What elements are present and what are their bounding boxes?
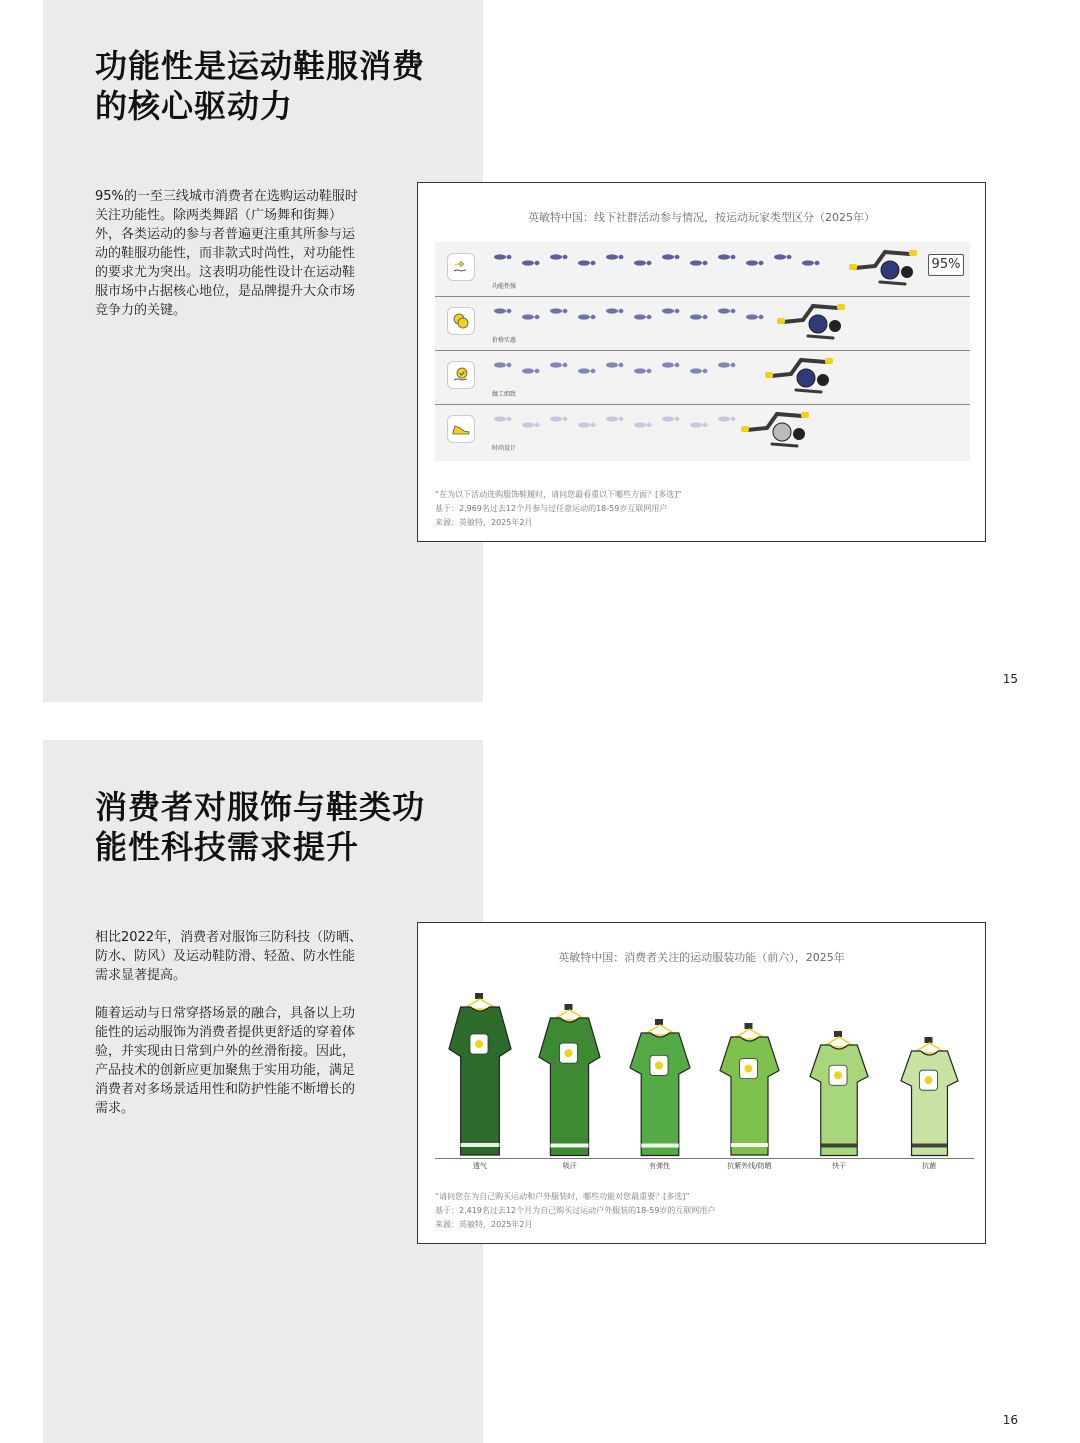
footstep-mark — [774, 254, 792, 259]
footstep-mark — [718, 308, 736, 313]
footstep-mark — [802, 260, 820, 265]
footstep-mark — [550, 362, 568, 367]
footstep-mark — [578, 260, 596, 265]
footstep-mark — [578, 368, 596, 373]
shirt-label: 有弹性 — [649, 1162, 671, 1170]
chart-notes — [435, 1190, 715, 1232]
body-paragraph: 随着运动与日常穿搭场景的融合，具备以上功能性的运动服饰为消费者提供更舒适的穿着体验，并实现由日常到户外的丝滑衔接。因此，产品技术的创新应更加聚焦于实用功能，满足消费者对多场景适用性和防护性能不断增长的需求。 — [95, 1006, 356, 1116]
footstep-mark — [690, 314, 708, 319]
chart-row — [435, 242, 970, 297]
footstep-mark — [634, 314, 652, 319]
footstep-mark — [690, 260, 708, 265]
footstep-mark — [634, 368, 652, 373]
footstep-mark — [550, 308, 568, 313]
shirt-bar — [899, 1037, 960, 1158]
page-title: 功能性是运动鞋服消费的核心驱动力 — [95, 47, 426, 125]
body-paragraph: 95%的一至三线城市消费者在选购运动鞋服时关注功能性。除两类舞蹈（广场舞和街舞）外，各类运动的参与者普遍更注重其所参与运动的鞋服功能性，而非款式时尚性，对功能性的要求尤为突出。这表明功能性设计在运动鞋服市场中占据核心地位，是品牌提升大众市场竞争力的关键。 — [95, 189, 358, 318]
shirt-label: 抗菌 — [922, 1162, 937, 1170]
chart-card-shirts — [417, 922, 986, 1244]
footstep-mark — [746, 314, 764, 319]
footstep-mark — [522, 422, 540, 427]
percent-badge: 95% — [928, 254, 964, 276]
chart-base: 基于：2,419名过去12个月为自己购买过运动户外服装的18-59岁的互联网用户 — [435, 1206, 716, 1215]
shirt-bar — [447, 993, 513, 1157]
footstep-mark — [634, 422, 652, 427]
chart-row — [435, 350, 970, 405]
footstep-mark — [550, 416, 568, 421]
footstep-mark — [522, 368, 540, 373]
runner-figure — [777, 304, 845, 338]
footstep-mark — [606, 254, 624, 259]
body-paragraph: 相比2022年，消费者对服饰三防科技（防晒、防水、防风）及运动鞋防滑、轻盈、防水性能需求显著提高。 — [95, 930, 363, 983]
runner-figure — [741, 412, 809, 446]
page-title: 消费者对服饰与鞋类功能性科技需求提升 — [95, 788, 426, 866]
runner-figure — [765, 358, 833, 392]
footsteps-track — [435, 350, 970, 404]
footstep-mark — [550, 254, 568, 259]
chart-notes — [435, 488, 682, 530]
footstep-mark — [578, 314, 596, 319]
row-label: 功能性强 — [492, 283, 517, 290]
row-label: 做工细致 — [492, 391, 517, 398]
footstep-mark — [718, 254, 736, 259]
chart-baseline — [435, 1158, 974, 1159]
report-page-16 — [0, 740, 1080, 1443]
shirt-bar — [808, 1031, 870, 1158]
chart-source: 来源：英敏特，2025年2月 — [435, 518, 533, 527]
shirt-label: 快干 — [832, 1162, 847, 1170]
footstep-mark — [662, 308, 680, 313]
footstep-mark — [746, 260, 764, 265]
shirt-label: 透气 — [472, 1162, 487, 1170]
chart-question: “在为以下活动选购服饰鞋履时，请问您最看重以下哪些方面？[多选]” — [435, 490, 682, 499]
chart-source: 来源：英敏特，2025年2月 — [435, 1220, 533, 1229]
footstep-mark — [494, 362, 512, 367]
footsteps-track — [435, 296, 970, 350]
footstep-mark — [718, 416, 736, 421]
row-label: 价格实惠 — [492, 337, 517, 344]
footstep-mark — [522, 260, 540, 265]
runner-figure — [849, 250, 917, 284]
page-number: 15 — [1002, 672, 1018, 686]
chart-title: 英敏特中国：线下社群活动参与情况，按运动玩家类型区分（2025年） — [528, 211, 875, 224]
footstep-mark — [494, 416, 512, 421]
shirt-label: 抗紫外线/防晒 — [727, 1162, 772, 1170]
row-label: 时尚设计 — [492, 445, 517, 452]
footsteps-track — [435, 404, 970, 458]
shirt-bar — [718, 1023, 781, 1157]
footsteps-track — [435, 242, 970, 296]
footstep-mark — [606, 308, 624, 313]
footsteps-chart — [435, 242, 970, 461]
chart-card-footsteps — [417, 182, 986, 542]
footstep-mark — [522, 314, 540, 319]
chart-base: 基于：2,969名过去12个月参与过任意运动的18-59岁互联网用户 — [435, 504, 668, 513]
page-number: 16 — [1002, 1413, 1018, 1427]
footstep-mark — [606, 416, 624, 421]
footstep-mark — [662, 362, 680, 367]
footstep-mark — [690, 422, 708, 427]
footstep-mark — [690, 368, 708, 373]
shirt-label: 吸汗 — [562, 1162, 577, 1170]
body-text — [95, 187, 367, 339]
body-text — [95, 928, 367, 1137]
chart-row — [435, 404, 970, 458]
report-page-15 — [0, 0, 1080, 720]
footstep-mark — [634, 260, 652, 265]
footstep-mark — [494, 308, 512, 313]
footstep-mark — [662, 254, 680, 259]
footstep-mark — [606, 362, 624, 367]
chart-title: 英敏特中国：消费者关注的运动服装功能（前六），2025年 — [558, 951, 845, 964]
footstep-mark — [578, 422, 596, 427]
chart-question: “请问您在为自己购买运动和户外服装时，哪些功能对您最重要？[多选]” — [435, 1192, 690, 1201]
shirt-bar — [537, 1004, 602, 1158]
chart-row — [435, 296, 970, 351]
shirts-chart — [435, 981, 974, 1171]
footstep-mark — [494, 254, 512, 259]
footstep-mark — [662, 416, 680, 421]
footstep-mark — [718, 362, 736, 367]
shirt-bar — [628, 1019, 692, 1158]
